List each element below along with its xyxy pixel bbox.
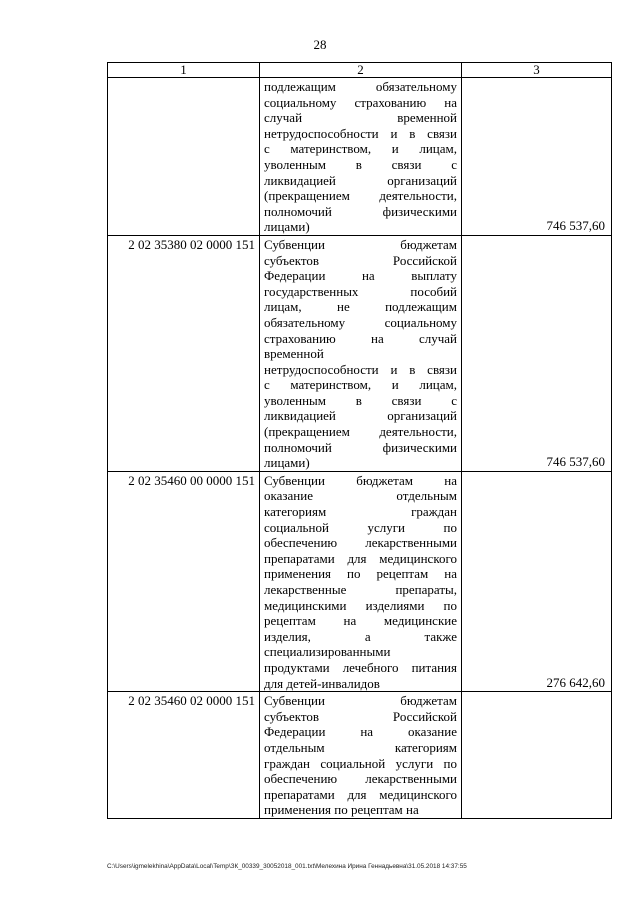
description-line: уволенным в связи с [264, 156, 457, 172]
description-line: Федерации на выплату [264, 268, 457, 284]
amount-cell: 746 537,60 [462, 235, 612, 471]
description-cell [260, 78, 462, 236]
amount-cell [462, 692, 612, 819]
column-header: 2 [260, 63, 462, 78]
description-line: Федерации на оказание [264, 724, 457, 740]
description-line: субъектов Российской [264, 252, 457, 268]
file-path-footer: C:\Users\igmelekhina\AppData\Local\Temp\ЗК_00339_30052018_001.txt\Мелехина Ирина Геннадьевна\31.05.2018 14:37:55 [107, 863, 467, 870]
description-line: граждан социальной услуги по [264, 755, 457, 771]
description-line: Субвенции бюджетам на [264, 472, 457, 488]
description-line: категориям граждан [264, 504, 457, 520]
description-line: препаратами для медицинского [264, 786, 457, 802]
budget-code-cell: 2 02 35460 00 0000 151 [108, 471, 260, 691]
description-line: специализированными [264, 644, 391, 660]
description-line: ликвидацией организаций [264, 172, 457, 188]
description-line: продуктами лечебного питания [264, 659, 457, 675]
budget-table [107, 62, 612, 819]
description-line: применения по рецептам на [264, 566, 457, 582]
description-line: лицами) [264, 219, 310, 235]
amount-cell: 746 537,60 [462, 78, 612, 236]
description-line: обеспечению лекарственными [264, 535, 457, 551]
table-row [108, 692, 612, 819]
description-line: для детей-инвалидов [264, 675, 380, 691]
description-line: изделия, а также [264, 628, 457, 644]
description-line: лицами) [264, 455, 310, 471]
description-line: нетрудоспособности и в связи [264, 361, 457, 377]
description-line: с материнством, и лицам, [264, 377, 457, 393]
description-cell [260, 692, 462, 819]
description-line: социальной услуги по [264, 519, 457, 535]
description-line: оказание отдельным [264, 488, 457, 504]
description-line: обеспечению лекарственными [264, 771, 457, 787]
column-header: 1 [108, 63, 260, 78]
description-line: субъектов Российской [264, 708, 457, 724]
description-line: медицинскими изделиями по [264, 597, 457, 613]
amount-cell: 276 642,60 [462, 471, 612, 691]
table-header-row [108, 63, 612, 78]
description-line: рецептам на медицинские [264, 613, 457, 629]
description-line: препаратами для медицинского [264, 550, 457, 566]
description-cell [260, 235, 462, 471]
description-line: нетрудоспособности и в связи [264, 125, 457, 141]
description-line: (прекращением деятельности, [264, 424, 457, 440]
table-row [108, 235, 612, 471]
description-line: отдельным категориям [264, 739, 457, 755]
description-line: лекарственные препараты, [264, 582, 457, 597]
description-line: ликвидацией организаций [264, 408, 457, 424]
description-line: обязательному социальному [264, 314, 457, 330]
page-number: 28 [313, 37, 327, 52]
description-line: уволенным в связи с [264, 392, 457, 408]
description-line: случай временной [264, 110, 457, 126]
description-line: временной [264, 346, 324, 362]
description-line: применения по рецептам на [264, 802, 419, 818]
description-line: полномочий физическими [264, 439, 457, 455]
description-line: социальному страхованию на [264, 94, 457, 110]
description-line: подлежащим обязательному [264, 79, 457, 94]
description-line: с материнством, и лицам, [264, 141, 457, 157]
column-header: 3 [462, 63, 612, 78]
description-line: государственных пособий [264, 283, 457, 299]
budget-code-cell: 2 02 35460 02 0000 151 [108, 692, 260, 819]
description-line: (прекращением деятельности, [264, 188, 457, 204]
budget-code-cell: 2 02 35380 02 0000 151 [108, 235, 260, 471]
table-row [108, 78, 612, 236]
table-row [108, 471, 612, 691]
description-cell [260, 471, 462, 691]
description-line: Субвенции бюджетам [264, 236, 457, 252]
description-line: лицам, не подлежащим [264, 299, 457, 315]
description-line: Субвенции бюджетам [264, 693, 457, 709]
budget-code-cell [108, 78, 260, 236]
description-line: полномочий физическими [264, 203, 457, 219]
description-line: страхованию на случай [264, 330, 457, 346]
